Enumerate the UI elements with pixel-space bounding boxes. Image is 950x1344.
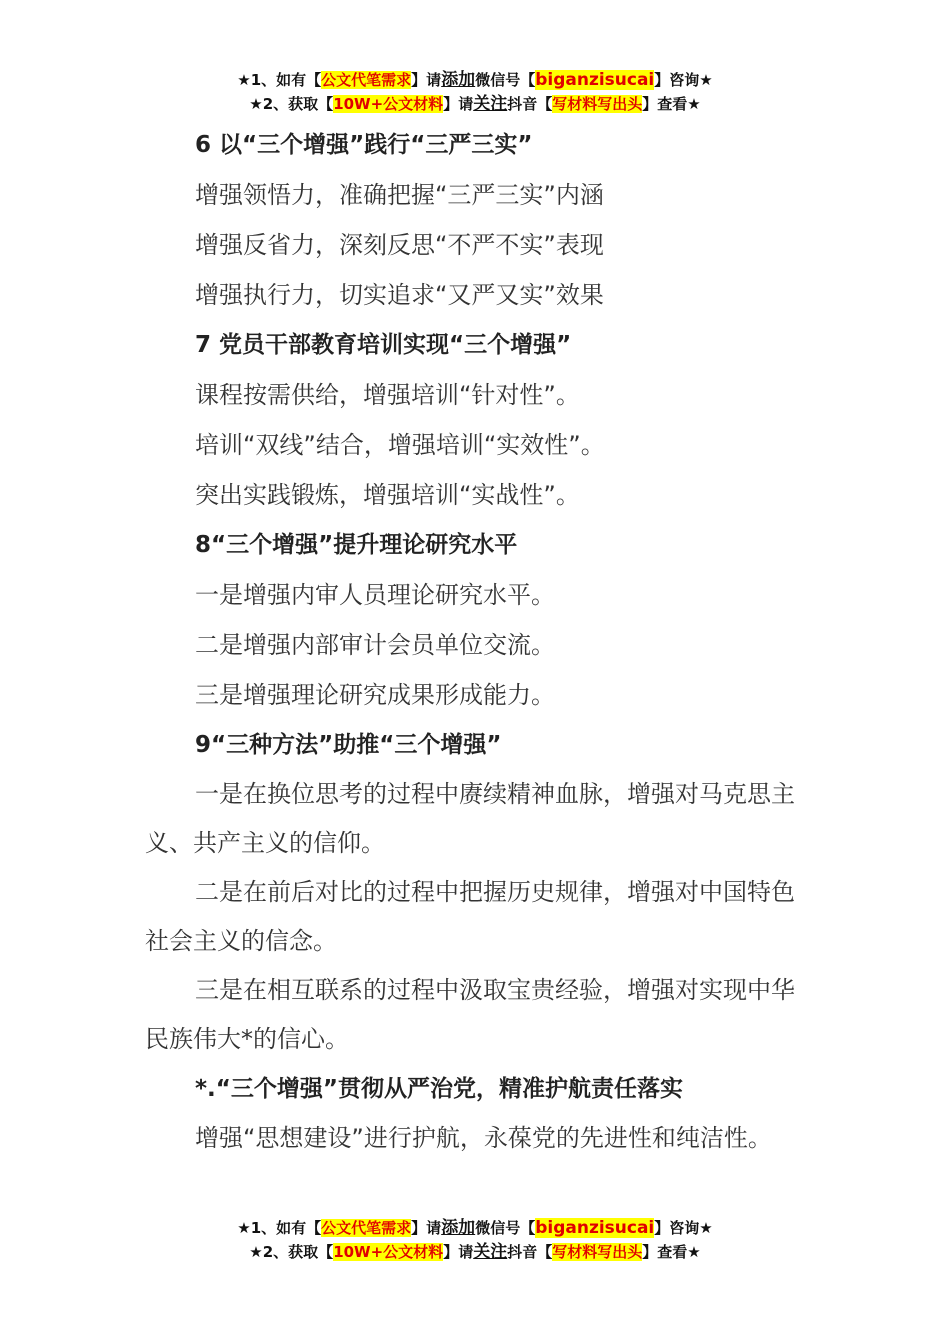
section-8-item: 一是增强内审人员理论研究水平。 bbox=[195, 581, 555, 609]
section-9-item: 三是在相互联系的过程中汲取宝贵经验，增强对实现中华民族伟大*的信心。 bbox=[145, 976, 795, 1053]
section-6-item: 增强执行力，切实追求“又严又实”效果 bbox=[195, 281, 604, 309]
section-9-title: 9“三种方法”助推“三个增强” bbox=[195, 732, 502, 758]
section-9-item: 一是在换位思考的过程中赓续精神血脉，增强对马克思主义、共产主义的信仰。 bbox=[145, 780, 795, 857]
banner-line-1: ★1、如有【公文代笔需求】请添加微信号【biganzisucai】咨询★ bbox=[237, 70, 713, 90]
highlight-service: 公文代笔需求 bbox=[321, 71, 412, 89]
header-banner bbox=[0, 68, 950, 116]
section-7-item: 课程按需供给，增强培训“针对性”。 bbox=[195, 381, 580, 409]
section-7-item: 培训“双线”结合，增强培训“实效性”。 bbox=[195, 431, 605, 459]
highlight-douyin: 写材料写出头 bbox=[552, 1243, 643, 1261]
section-10-title: *.“三个增强”贯彻从严治党，精准护航责任落实 bbox=[195, 1076, 683, 1102]
section-8-item: 三是增强理论研究成果形成能力。 bbox=[195, 681, 555, 709]
highlight-wechat-id: biganzisucai bbox=[535, 70, 655, 90]
highlight-douyin: 写材料写出头 bbox=[552, 95, 643, 113]
section-8-title: 8“三个增强”提升理论研究水平 bbox=[195, 532, 518, 558]
footer-banner bbox=[0, 1216, 950, 1264]
section-7-item: 突出实践锻炼，增强培训“实战性”。 bbox=[195, 481, 580, 509]
banner-line-2: ★2、获取【10W+公文材料】请关注抖音【写材料写出头】查看★ bbox=[249, 1242, 701, 1262]
section-6-item: 增强反省力，深刻反思“不严不实”表现 bbox=[195, 231, 604, 259]
section-8-item: 二是增强内部审计会员单位交流。 bbox=[195, 631, 555, 659]
highlight-wechat-id: biganzisucai bbox=[535, 1218, 655, 1238]
section-10-item: 增强“思想建设”进行护航，永葆党的先进性和纯洁性。 bbox=[195, 1124, 772, 1152]
section-9-item: 二是在前后对比的过程中把握历史规律，增强对中国特色社会主义的信念。 bbox=[145, 878, 795, 955]
banner-line-1: ★1、如有【公文代笔需求】请添加微信号【biganzisucai】咨询★ bbox=[237, 1218, 713, 1238]
section-6-title: 6 以“三个增强”践行“三严三实” bbox=[195, 132, 533, 158]
highlight-materials: 10W+公文材料 bbox=[333, 95, 444, 113]
section-6-item: 增强领悟力，准确把握“三严三实”内涵 bbox=[195, 181, 604, 209]
section-7-title: 7 党员干部教育培训实现“三个增强” bbox=[195, 332, 572, 358]
highlight-service: 公文代笔需求 bbox=[321, 1219, 412, 1237]
document-body bbox=[145, 120, 810, 1163]
highlight-materials: 10W+公文材料 bbox=[333, 1243, 444, 1261]
banner-line-2: ★2、获取【10W+公文材料】请关注抖音【写材料写出头】查看★ bbox=[249, 94, 701, 114]
